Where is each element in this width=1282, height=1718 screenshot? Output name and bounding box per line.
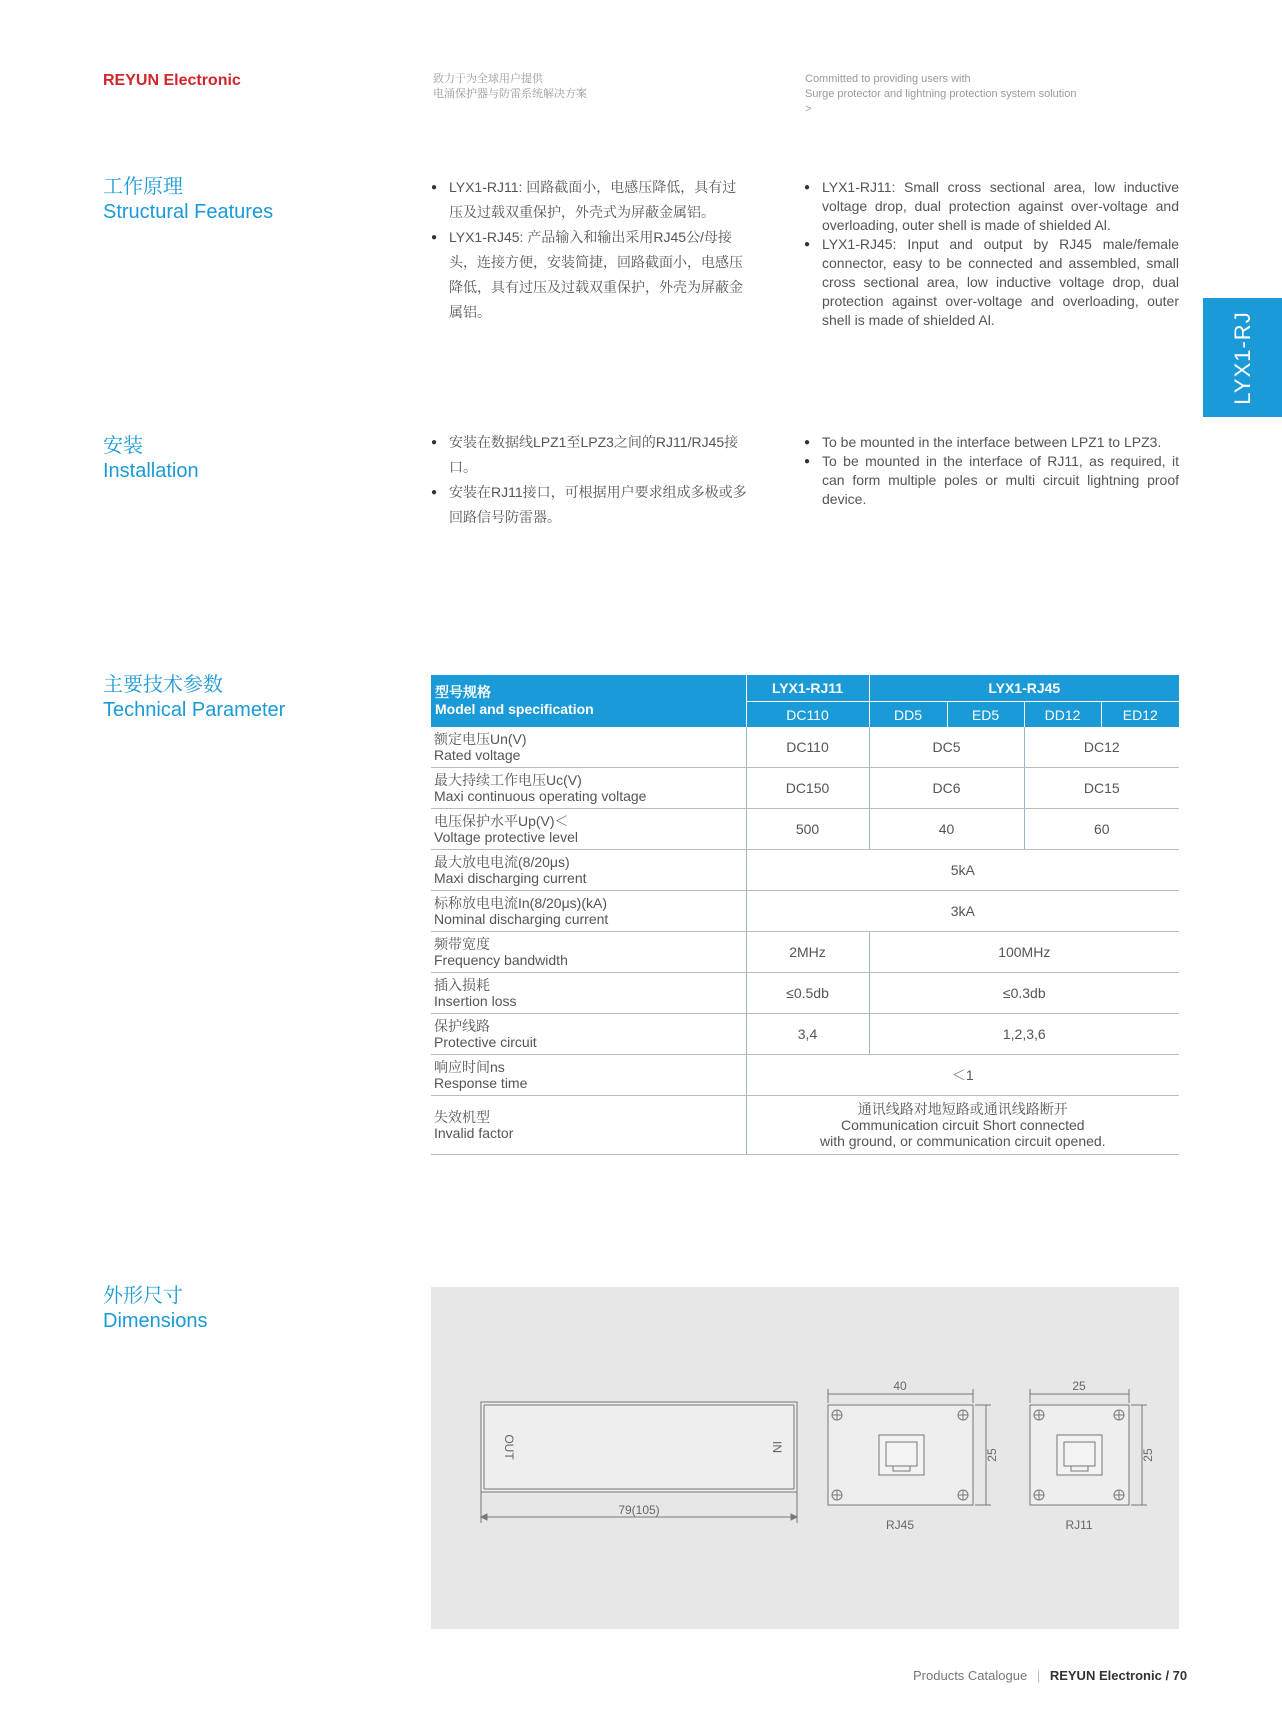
- dimensions-title-en: Dimensions: [103, 1310, 208, 1332]
- parameters-title: [103, 673, 285, 723]
- footer-brand: REYUN Electronic: [1049, 1668, 1162, 1683]
- row-label: [431, 891, 746, 932]
- row-label-en: Response time: [434, 1075, 528, 1091]
- brand-logo-text: REYUN Electronic: [103, 72, 241, 89]
- spec-header-cell: [431, 675, 746, 727]
- row-label-cn: 标称放电电流In(8/20μs)(kA): [434, 895, 607, 911]
- row-label-en: Rated voltage: [434, 747, 521, 763]
- slogan-cn-line-1: 致力于为全球用户提供: [433, 73, 543, 85]
- table-cell: ＜1: [746, 1055, 1179, 1096]
- table-cell: 5kA: [746, 850, 1179, 891]
- table-cell: 60: [1024, 809, 1179, 850]
- installation-title-cn: 安装: [103, 435, 143, 457]
- footer-page-number: / 70: [1165, 1668, 1188, 1683]
- parameter-table: [431, 675, 1179, 1155]
- sub-header-cell: DD5: [869, 702, 947, 728]
- footer-separator: |: [1036, 1668, 1041, 1683]
- row-label-cn: 电压保护水平Up(V)＜: [434, 813, 569, 829]
- row-label-cn: 最大持续工作电压Uc(V): [434, 772, 582, 788]
- dimensions-drawing-panel: [431, 1287, 1179, 1629]
- length-label: 79(105): [618, 1503, 660, 1517]
- table-cell: 3kA: [746, 891, 1179, 932]
- table-row: [431, 1055, 1179, 1096]
- slogan-en-line-1: Committed to providing users with: [805, 73, 971, 85]
- row-label-en: Protective circuit: [434, 1034, 537, 1050]
- sub-header-cell: ED12: [1101, 702, 1179, 728]
- table-cell: 1,2,3,6: [869, 1014, 1179, 1055]
- rj45-label: RJ45: [885, 1518, 915, 1532]
- installation-title-en: Installation: [103, 460, 199, 482]
- installation-en-list: [804, 433, 1179, 509]
- table-row: [431, 768, 1179, 809]
- list-item: ● LYX1-RJ45: 产品输入和输出采用RJ45公/母接头，连接方便，安装简捷，回路截面小，电感压降低，具有过压及过载双重保护，外壳为屏蔽金属铝。: [431, 225, 749, 325]
- installation-title: [103, 434, 199, 484]
- row-label: [431, 727, 746, 768]
- table-row: [431, 809, 1179, 850]
- rj11-front-view: [1030, 1389, 1147, 1505]
- rj11-label: RJ11: [1065, 1518, 1093, 1532]
- table-cell: [746, 1096, 1179, 1155]
- invalid-factor-en-2: with ground, or communication circuit opened.: [819, 1133, 1106, 1149]
- list-item: ● LYX1-RJ45: Input and output by RJ45 male/female connector, easy to be connected and assembled, small cross sectional area, low inductive voltage drop, dual protection against over-voltage and overloading, outer shell is made of shielded Al.: [804, 235, 1179, 330]
- side-view-body: [481, 1402, 797, 1492]
- table-cell: 40: [869, 809, 1024, 850]
- rj11-width-label: 25: [1072, 1379, 1086, 1393]
- list-item: ● 安装在数据线LPZ1至LPZ3之间的RJ11/RJ45接口。: [431, 430, 749, 480]
- row-label-cn: 插入损耗: [434, 977, 490, 993]
- out-label: OUT: [502, 1434, 516, 1460]
- row-label: [431, 932, 746, 973]
- row-label-en: Insertion loss: [434, 993, 517, 1009]
- sub-header-cell: DD12: [1024, 702, 1101, 728]
- list-item: ● 安装在RJ11接口，可根据用户要求组成多极或多回路信号防雷器。: [431, 480, 749, 530]
- rj45-width-label: 40: [893, 1379, 907, 1393]
- table-cell: DC12: [1024, 727, 1179, 768]
- row-label-cn: 保护线路: [434, 1018, 490, 1034]
- parameters-title-cn: 主要技术参数: [103, 674, 223, 696]
- table-cell: ≤0.3db: [869, 973, 1179, 1014]
- row-label: [431, 768, 746, 809]
- model-rj11-header: LYX1-RJ11: [746, 675, 869, 702]
- row-label-en: Frequency bandwidth: [434, 952, 568, 968]
- sub-header-cell: ED5: [947, 702, 1024, 728]
- features-title: [103, 175, 273, 225]
- table-row: [431, 891, 1179, 932]
- sub-header-cell: DC110: [746, 702, 869, 728]
- table-row: [431, 1096, 1179, 1155]
- table-row: [431, 1014, 1179, 1055]
- rj45-height-label: 25: [985, 1448, 999, 1462]
- dimensions-title: [103, 1284, 207, 1334]
- slogan-cn: [433, 72, 587, 102]
- dimensions-title-cn: 外形尺寸: [103, 1285, 183, 1307]
- footer-catalogue: Products Catalogue: [913, 1668, 1028, 1683]
- slogan-cn-line-2: 电涌保护器与防雷系统解决方案: [433, 88, 587, 100]
- row-label-cn: 额定电压Un(V): [434, 731, 527, 747]
- table-cell: ≤0.5db: [746, 973, 869, 1014]
- row-label: [431, 850, 746, 891]
- table-cell: 100MHz: [869, 932, 1179, 973]
- features-cn-list: [431, 175, 749, 325]
- table-row: [431, 850, 1179, 891]
- row-label: [431, 809, 746, 850]
- parameters-title-en: Technical Parameter: [103, 699, 286, 721]
- dimensions-drawing: [431, 1287, 1179, 1629]
- table-cell: DC15: [1024, 768, 1179, 809]
- table-cell: DC5: [869, 727, 1024, 768]
- features-en-list: [804, 178, 1179, 330]
- invalid-factor-en-1: Communication circuit Short connected: [840, 1117, 1085, 1133]
- rj45-front-view: [828, 1389, 991, 1505]
- list-item: ● To be mounted in the interface between LPZ1 to LPZ3.: [804, 433, 1179, 452]
- list-item: ● LYX1-RJ11: 回路截面小，电感压降低，具有过压及过载双重保护，外壳式为屏蔽金属铝。: [431, 175, 749, 225]
- side-tab-label: LYX1-RJ: [1229, 310, 1255, 405]
- table-header-row: [431, 675, 1179, 702]
- row-label: [431, 1055, 746, 1096]
- table-row: [431, 973, 1179, 1014]
- slogan-en: [805, 72, 1077, 117]
- table-cell: DC150: [746, 768, 869, 809]
- table-cell: 2MHz: [746, 932, 869, 973]
- in-label: IN: [770, 1441, 784, 1453]
- table-cell: 500: [746, 809, 869, 850]
- spec-header-cn: 型号规格: [435, 684, 491, 700]
- row-label: [431, 1096, 746, 1155]
- side-tab: [1203, 298, 1282, 417]
- row-label-en: Maxi continuous operating voltage: [434, 788, 647, 804]
- rj11-height-label: 25: [1141, 1448, 1155, 1462]
- list-item: ● LYX1-RJ11: Small cross sectional area, low inductive voltage drop, dual protection against over-voltage and overloading, outer shell is made of shielded Al.: [804, 178, 1179, 235]
- table-cell: 3,4: [746, 1014, 869, 1055]
- list-item: ● To be mounted in the interface of RJ11, as required, it can form multiple poles or multi circuit lightning proof device.: [804, 452, 1179, 509]
- features-title-en: Structural Features: [103, 201, 274, 223]
- row-label: [431, 1014, 746, 1055]
- row-label-en: Voltage protective level: [434, 829, 578, 845]
- invalid-factor-cn: 通讯线路对地短路或通讯线路断开: [857, 1101, 1068, 1117]
- table-cell: DC110: [746, 727, 869, 768]
- row-label: [431, 973, 746, 1014]
- footer: [913, 1668, 1187, 1683]
- row-label-en: Maxi discharging current: [434, 870, 587, 886]
- features-title-cn: 工作原理: [103, 176, 183, 198]
- row-label-cn: 响应时间ns: [434, 1059, 505, 1075]
- slogan-arrow: >: [805, 103, 812, 115]
- row-label-cn: 最大放电电流(8/20μs): [434, 854, 570, 870]
- table-row: [431, 932, 1179, 973]
- model-rj45-header: LYX1-RJ45: [869, 675, 1179, 702]
- installation-cn-list: [431, 430, 749, 530]
- table-cell: DC6: [869, 768, 1024, 809]
- row-label-cn: 失效机型: [434, 1109, 490, 1125]
- spec-header-en: Model and specification: [435, 701, 594, 717]
- row-label-cn: 频带宽度: [434, 936, 490, 952]
- slogan-en-line-2: Surge protector and lightning protection system solution: [805, 88, 1077, 100]
- table-row: [431, 727, 1179, 768]
- row-label-en: Invalid factor: [434, 1125, 514, 1141]
- row-label-en: Nominal discharging current: [434, 911, 609, 927]
